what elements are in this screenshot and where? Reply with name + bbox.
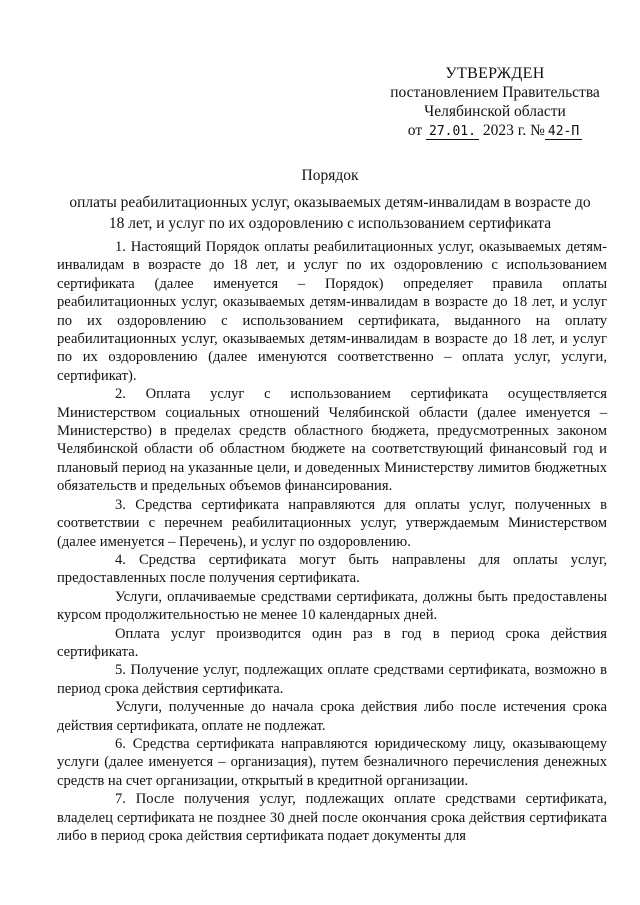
approval-date: 27.01. <box>426 124 479 140</box>
approval-date-line <box>380 121 610 141</box>
paragraph: Оплата услуг производится один раз в год в период срока действия сертификата. <box>57 625 607 660</box>
approval-year: 2023 г. № <box>482 122 545 139</box>
approval-number: 42-П <box>545 124 582 140</box>
document-body <box>57 238 607 845</box>
approval-line-2: Челябинской области <box>424 103 566 120</box>
paragraph: 7. После получения услуг, подлежащих оплате средствами сертификата, владелец сертификата не позднее 30 дней после окончания срока действия сертификата либо в период срока действия сертификата подает документы для <box>57 791 607 844</box>
title-subtitle: оплаты реабилитационных услуг, оказываемых детям-инвалидам в возрасте до 18 лет, и услуг по их оздоровлению с использованием сертификата <box>69 194 591 232</box>
title-heading: Порядок <box>301 167 359 184</box>
paragraph: 5. Получение услуг, подлежащих оплате средствами сертификата, возможно в период срока действия сертификата. <box>57 662 607 697</box>
paragraph: 2. Оплата услуг с использованием сертификата осуществляется Министерством социальных отношений Челябинской области (далее именуется – Министерство) в пределах средств областного бюджета, предусмотренных законом Челябинской области об областном бюджете на соответствующий финансовый год и плановый период на указанные цели, и доведенных Министерству лимитов бюджетных обязательств и предельных объемов финансирования. <box>57 386 607 495</box>
paragraph: Услуги, оплачиваемые средствами сертификата, должны быть предоставлены курсом продолжительностью не менее 10 календарных дней. <box>57 588 607 624</box>
paragraph: 3. Средства сертификата направляются для оплаты услуг, полученных в соответствии с перечнем реабилитационных услуг, утверждаемым Министерством (далее именуется – Перечень), и услуг по оздоровлению. <box>57 496 607 550</box>
paragraph: 4. Средства сертификата могут быть направлены для оплаты услуг, предоставленных после получения сертификата. <box>57 551 607 587</box>
approval-title: УТВЕРЖДЕН <box>445 65 545 82</box>
document-title <box>60 165 600 234</box>
paragraph: 6. Средства сертификата направляются юридическому лицу, оказывающему услуги (далее именуется – организация), путем безналичного перечисления денежных средств на счет организации, открытый в кредитной организации. <box>57 735 607 789</box>
date-prefix: от <box>407 122 423 139</box>
paragraph: 1. Настоящий Порядок оплаты реабилитационных услуг, оказываемых детям-инвалидам в возрасте до 18 лет, и услуг по их оздоровлению с использованием сертификата (далее именуется – Порядок) определяет правила оплаты реабилитационных услуг, оказываемых детям-инвалидам в возрасте до 18 лет, и услуг по их оздоровлению с использованием сертификата, выданного на оплату реабилитационных услуг, оказываемых детям-инвалидам в возрасте до 18 лет, и услуг по их оздоровлению (далее именуются соответственно – оплата услуг, услуги, сертификат). <box>57 239 607 384</box>
approval-stamp <box>380 64 610 141</box>
approval-line-1: постановлением Правительства <box>390 84 600 101</box>
paragraph: Услуги, полученные до начала срока действия либо после истечения срока действия сертификата, оплате не подлежат. <box>57 699 607 734</box>
